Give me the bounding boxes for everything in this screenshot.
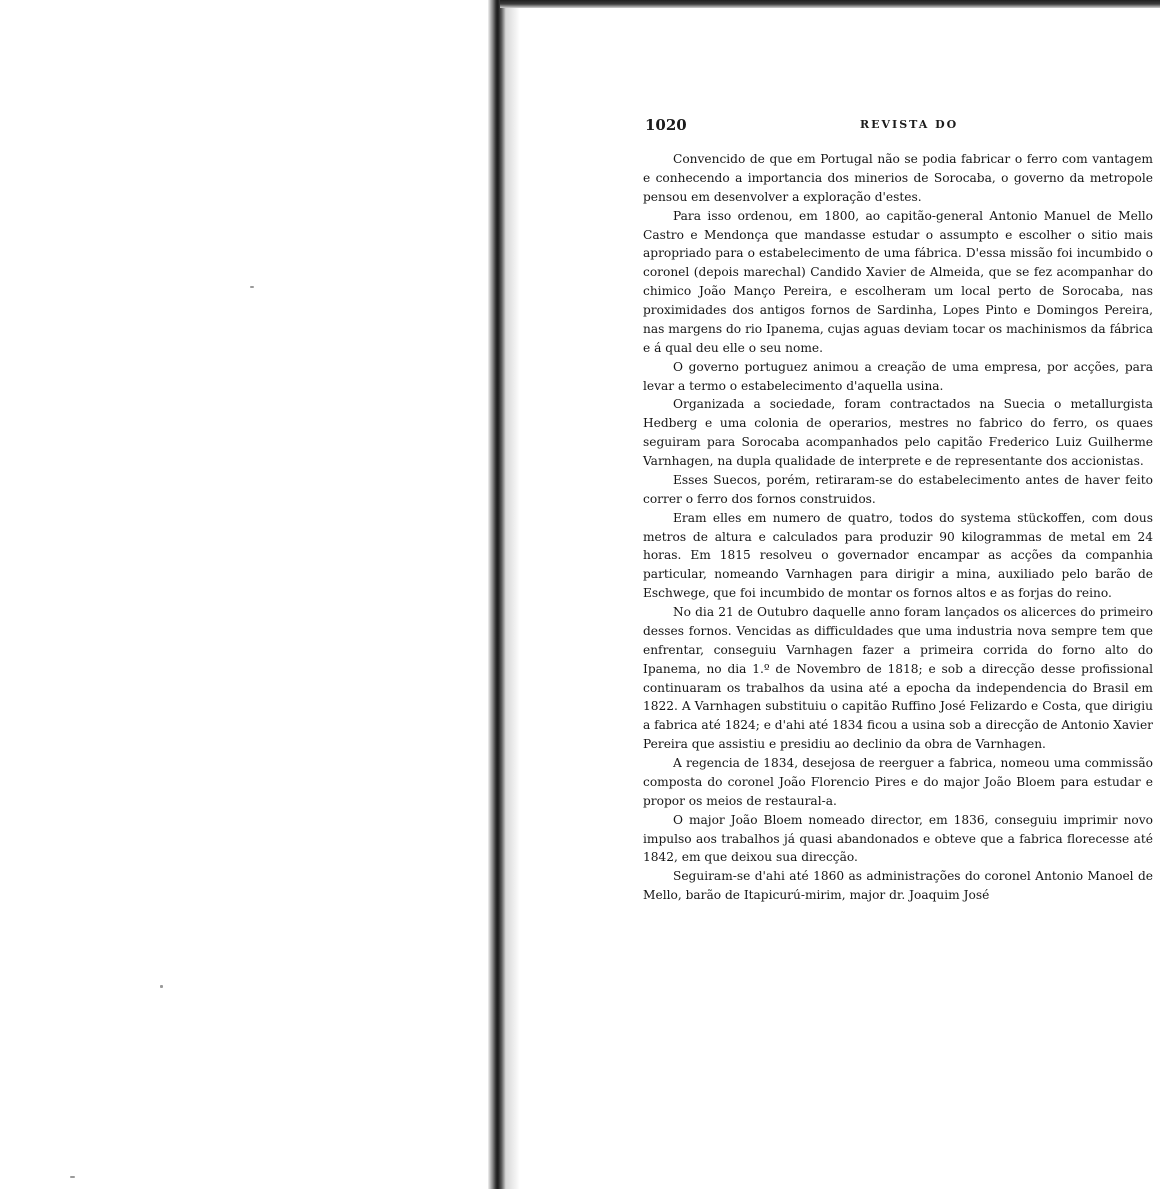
running-head: REVISTA DO [860,118,959,131]
page-number: 1020 [645,116,687,134]
paragraph: Organizada a sociedade, foram contractados na Suecia o metallurgista Hedberg e uma colonia de operarios, mestres no fabrico do ferro, os quaes seguiram para Sorocaba acompanhados pelo capitão Frederico Luiz Guilherme Varnhagen, na dupla qualidade de interprete e de representante dos accionistas. [643,397,1153,468]
paragraph: O major João Bloem nomeado director, em 1836, conseguiu imprimir novo impulso aos trabalhos já quasi abandonados e obteve que a fabrica florecesse até 1842, em que deixou sua direcção. [643,812,1153,865]
body-text [643,150,1153,905]
gutter-shadow [506,0,520,1189]
book-binding-gutter [488,0,506,1189]
paragraph: Para isso ordenou, em 1800, ao capitão-general Antonio Manuel de Mello Castro e Mendonça que mandasse estudar o assumpto e escolher o sitio mais apropriado para o estabelecimento de uma fábrica. D'essa missão foi incumbido o coronel (depois marechal) Candido Xavier de Almeida, que se fez acompanhar do chimico João Manço Pereira, e escolheram um local perto de Sorocaba, nas proximidades dos antigos fornos de Sardinha, Lopes Pinto e Domingos Pereira, nas margens do rio Ipanema, cujas aguas deviam tocar os machinismos da fábrica e á qual deu elle o seu nome. [643,208,1153,355]
paragraph: Convencido de que em Portugal não se podia fabricar o ferro com vantagem e conhecendo a importancia dos minerios de Sorocaba, o governo da metropole pensou em desenvolver a exploração d'estes. [643,152,1153,204]
paragraph: Eram elles em numero de quatro, todos do systema stückoffen, com dous metros de altura e calculados para produzir 90 kilogrammas de metal em 24 horas. Em 1815 resolveu o governador encampar as acções da companhia particular, nomeando Varnhagen para dirigir a mina, auxiliado pelo barão de Eschwege, que foi incumbido de montar os fornos altos e as forjas do reino. [643,510,1153,601]
scan-speck [250,286,254,288]
blank-left-page [0,0,490,1189]
page-top-edge [500,0,1160,8]
paragraph: O governo portuguez animou a creação de uma empresa, por acções, para levar a termo o estabelecimento d'aquella usina. [643,359,1153,393]
scan-speck [160,985,163,988]
page-header [645,116,1155,134]
paragraph: Esses Suecos, porém, retiraram-se do estabelecimento antes de haver feito correr o ferro dos fornos construidos. [643,472,1153,506]
paragraph: A regencia de 1834, desejosa de reerguer a fabrica, nomeou uma commissão composta do coronel João Florencio Pires e do major João Bloem para estudar e propor os meios de restaural-a. [643,756,1153,808]
scan-speck [70,1176,75,1178]
paragraph: Seguiram-se d'ahi até 1860 as administrações do coronel Antonio Manoel de Mello, barão de Itapicurú-mirim, major dr. Joaquim José [643,869,1153,903]
paragraph: No dia 21 de Outubro daquelle anno foram lançados os alicerces do primeiro desses fornos. Vencidas as difficuldades que uma industria nova sempre tem que enfrentar, conseguiu Varnhagen fazer a primeira corrida do forno alto do Ipanema, no dia 1.º de Novembro de 1818; e sob a direcção desse profissional continuaram os trabalhos da usina até a epocha da independencia do Brasil em 1822. A Varnhagen substituiu o capitão Ruffino José Felizardo e Costa, que dirigiu a fabrica até 1824; e d'ahi até 1834 ficou a usina sob a direcção de Antonio Xavier Pereira que assistiu e presidiu ao declinio da obra de Varnhagen. [643,605,1153,752]
